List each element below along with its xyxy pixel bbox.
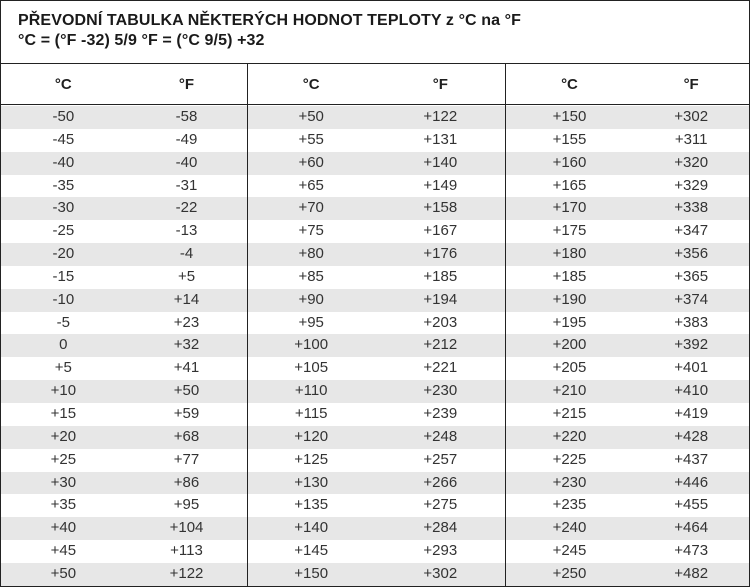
table-row [1,289,749,312]
table-row [1,106,749,129]
celsius-cell: +230 [552,473,587,491]
fahrenheit-cell: -4 [179,245,194,263]
fahrenheit-cell: +329 [674,176,709,194]
table-row [1,197,749,220]
fahrenheit-cell: +194 [423,290,458,308]
celsius-cell: -30 [52,199,75,217]
fahrenheit-cell: +158 [423,199,458,217]
celsius-cell: +40 [50,519,77,537]
fahrenheit-cell: +212 [423,336,458,354]
fahrenheit-cell: +446 [674,473,709,491]
fahrenheit-cell: +419 [674,404,709,422]
table-body [1,106,749,586]
table-row [1,540,749,563]
celsius-cell: +210 [552,382,587,400]
header-fahrenheit-3: °F [683,76,699,93]
celsius-cell: +250 [552,564,587,582]
fahrenheit-cell: +302 [423,564,458,582]
fahrenheit-cell: +464 [674,519,709,537]
celsius-cell: 0 [59,336,68,354]
celsius-cell: +180 [552,245,587,263]
fahrenheit-cell: +455 [674,496,709,514]
celsius-cell: +150 [294,564,329,582]
fahrenheit-cell: +176 [423,245,458,263]
celsius-cell: +125 [294,450,329,468]
fahrenheit-cell: +77 [173,450,200,468]
header-celsius-1: °C [54,76,72,93]
fahrenheit-cell: +338 [674,199,709,217]
celsius-cell: +65 [298,176,324,194]
fahrenheit-cell: +131 [423,130,458,148]
celsius-cell: -40 [52,153,75,171]
celsius-cell: +15 [50,404,77,422]
fahrenheit-cell: +473 [674,542,709,560]
celsius-cell: +90 [298,290,324,308]
fahrenheit-cell: +392 [674,336,709,354]
fahrenheit-cell: +23 [173,313,200,331]
table-row [1,494,749,517]
table-row [1,312,749,335]
fahrenheit-cell: +239 [423,404,458,422]
table-row [1,517,749,540]
celsius-cell: +80 [298,245,324,263]
celsius-cell: +50 [50,564,77,582]
celsius-cell: +85 [298,267,324,285]
table-row [1,129,749,152]
celsius-cell: +165 [552,176,587,194]
fahrenheit-cell: -22 [175,199,198,217]
celsius-cell: +235 [552,496,587,514]
fahrenheit-cell: +122 [169,564,204,582]
fahrenheit-cell: +302 [674,108,709,125]
fahrenheit-cell: +374 [674,290,709,308]
celsius-cell: +195 [552,313,587,331]
fahrenheit-cell: +32 [173,336,200,354]
celsius-cell: +100 [294,336,329,354]
celsius-cell: -35 [52,176,75,194]
celsius-cell: +110 [294,382,328,400]
celsius-cell: +135 [294,496,329,514]
fahrenheit-cell: +311 [674,130,708,148]
fahrenheit-cell: +140 [423,153,458,171]
fahrenheit-cell: +203 [423,313,458,331]
celsius-cell: -45 [52,130,75,148]
table-row [1,472,749,495]
header-celsius-3: °C [561,76,578,93]
celsius-cell: +45 [50,542,77,560]
table-row [1,403,749,426]
fahrenheit-cell: +221 [423,359,458,377]
fahrenheit-cell: +122 [423,108,458,125]
celsius-cell: +20 [50,427,77,445]
fahrenheit-cell: +167 [423,222,458,240]
celsius-cell: -5 [56,313,70,331]
table-title [1,1,749,64]
celsius-cell: +145 [294,542,329,560]
celsius-cell: -20 [52,245,75,263]
fahrenheit-cell: +284 [423,519,458,537]
table-row [1,152,749,175]
table-row [1,175,749,198]
fahrenheit-cell: +86 [173,473,200,491]
table-row [1,449,749,472]
celsius-cell: +215 [552,404,587,422]
fahrenheit-cell: +365 [674,267,709,285]
fahrenheit-cell: +95 [173,496,200,514]
celsius-cell: -10 [52,290,75,308]
celsius-cell: -15 [52,267,75,285]
celsius-cell: +150 [552,108,587,125]
fahrenheit-cell: +401 [674,359,709,377]
celsius-cell: +95 [298,313,324,331]
celsius-cell: +205 [552,359,587,377]
fahrenheit-cell: +68 [173,427,200,445]
fahrenheit-cell: +437 [674,450,709,468]
table-row [1,220,749,243]
header-row [1,64,749,105]
table-row [1,380,749,403]
fahrenheit-cell: +59 [173,404,200,422]
celsius-cell: +5 [54,359,72,377]
fahrenheit-cell: -40 [175,153,198,171]
celsius-cell: +220 [552,427,587,445]
celsius-cell: +175 [552,222,587,240]
celsius-cell: +160 [552,153,587,171]
title-line-1: PŘEVODNÍ TABULKA NĚKTERÝCH HODNOT TEPLOTY z °C na °F [18,12,522,29]
header-celsius-2: °C [302,76,320,93]
celsius-cell: +140 [294,519,329,537]
celsius-cell: +35 [50,496,77,514]
fahrenheit-cell: +347 [674,222,709,240]
table-row [1,563,749,586]
fahrenheit-cell: +230 [423,382,458,400]
group-divider-1 [247,64,248,586]
fahrenheit-cell: +185 [423,267,458,285]
table-row [1,426,749,449]
table-row [1,357,749,380]
celsius-cell: +30 [50,473,77,491]
fahrenheit-cell: +482 [674,564,709,582]
celsius-cell: +75 [298,222,324,240]
table-row [1,266,749,289]
fahrenheit-cell: +266 [423,473,458,491]
fahrenheit-cell: +104 [169,519,204,537]
fahrenheit-cell: +149 [423,176,458,194]
fahrenheit-cell: +428 [674,427,709,445]
celsius-cell: +70 [298,199,324,217]
celsius-cell: +245 [552,542,587,560]
fahrenheit-cell: +356 [674,245,709,263]
fahrenheit-cell: +275 [423,496,458,514]
table-row [1,243,749,266]
celsius-cell: +105 [294,359,329,377]
title-formula-line: °C = (°F -32) 5/9 °F = (°C 9/5) +32 [18,32,265,49]
celsius-cell: +25 [50,450,77,468]
fahrenheit-cell: +14 [173,290,200,308]
fahrenheit-cell: +5 [177,267,196,285]
celsius-cell: +170 [552,199,587,217]
celsius-cell: +240 [552,519,587,537]
fahrenheit-cell: -58 [175,108,198,125]
celsius-cell: -25 [52,222,75,240]
fahrenheit-cell: -49 [175,130,198,148]
fahrenheit-cell: -13 [175,222,198,240]
celsius-cell: +50 [298,108,324,125]
fahrenheit-cell: +113 [170,542,203,560]
celsius-cell: +115 [294,404,328,422]
celsius-cell: +130 [294,473,329,491]
header-fahrenheit-2: °F [432,76,448,93]
header-fahrenheit-1: °F [178,76,195,93]
celsius-cell: +225 [552,450,587,468]
group-divider-2 [505,64,506,586]
celsius-cell: +200 [552,336,587,354]
celsius-cell: -50 [52,108,75,125]
fahrenheit-cell: +257 [423,450,458,468]
fahrenheit-cell: +410 [674,382,709,400]
fahrenheit-cell: +248 [423,427,458,445]
fahrenheit-cell: +383 [674,313,709,331]
fahrenheit-cell: +41 [173,359,200,377]
celsius-cell: +60 [298,153,324,171]
celsius-cell: +55 [298,130,324,148]
table-row [1,334,749,357]
fahrenheit-cell: +320 [674,153,709,171]
celsius-cell: +10 [50,382,77,400]
fahrenheit-cell: +293 [423,542,458,560]
celsius-cell: +185 [552,267,587,285]
celsius-cell: +120 [294,427,329,445]
fahrenheit-cell: -31 [175,176,198,194]
celsius-cell: +155 [552,130,587,148]
fahrenheit-cell: +50 [173,382,200,400]
celsius-cell: +190 [552,290,587,308]
